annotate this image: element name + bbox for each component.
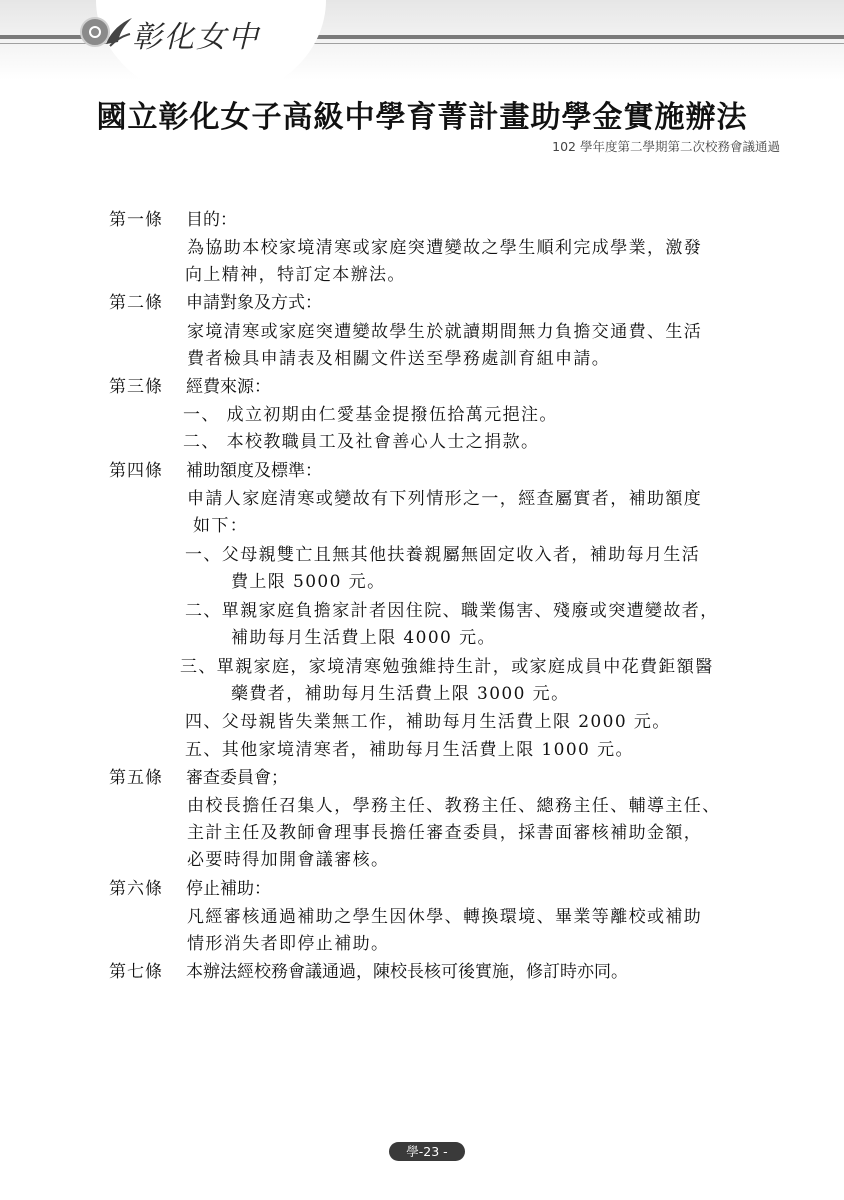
article-text: 二、單親家庭負擔家計者因住院、職業傷害、殘廢或突遭變故者， bbox=[185, 601, 719, 621]
article-heading: 審查委員會； bbox=[186, 768, 288, 788]
article-text: 四、父母親皆失業無工作，補助每月生活費上限 2000 元。 bbox=[185, 712, 671, 732]
article-label: 第一條 bbox=[109, 210, 163, 230]
article-text: 三、單親家庭，家境清寒勉強維持生計，或家庭成員中花費鉅額醫 bbox=[180, 657, 714, 677]
article-text: 費者檢具申請表及相關文件送至學務處訓育組申請。 bbox=[187, 349, 611, 369]
article-text: 情形消失者即停止補助。 bbox=[187, 934, 390, 954]
article-text: 費上限 5000 元。 bbox=[231, 572, 386, 592]
article-text: 由校長擔任召集人，學務主任、教務主任、總務主任、輔導主任、 bbox=[187, 796, 721, 816]
article-text: 補助每月生活費上限 4000 元。 bbox=[231, 628, 496, 648]
article-text: 藥費者，補助每月生活費上限 3000 元。 bbox=[231, 684, 570, 704]
page-number: 學-23 - bbox=[389, 1142, 465, 1161]
article-text: 五、其他家境清寒者，補助每月生活費上限 1000 元。 bbox=[185, 740, 634, 760]
page-title: 國立彰化女子高級中學育菁計畫助學金實施辦法 bbox=[96, 100, 748, 135]
article-label: 第六條 bbox=[109, 879, 163, 899]
article-text: 二、 本校教職員工及社會善心人士之捐款。 bbox=[183, 432, 540, 452]
article-text: 主計主任及教師會理事長擔任審查委員，採書面審核補助金額， bbox=[187, 823, 703, 843]
article-heading: 目的： bbox=[186, 210, 237, 230]
wing-icon bbox=[104, 14, 134, 48]
article-heading: 本辦法經校務會議通過，陳校長核可後實施，修訂時亦同。 bbox=[186, 962, 628, 982]
article-text: 一、 成立初期由仁愛基金提撥伍拾萬元挹注。 bbox=[183, 405, 558, 425]
article-text: 向上精神，特訂定本辦法。 bbox=[185, 265, 406, 285]
approval-note: 102 學年度第二學期第二次校務會議通過 bbox=[552, 139, 780, 154]
article-label: 第三條 bbox=[109, 377, 163, 397]
article-heading: 停止補助： bbox=[186, 879, 271, 899]
article-text: 一、父母親雙亡且無其他扶養親屬無固定收入者，補助每月生活 bbox=[185, 545, 701, 565]
article-label: 第五條 bbox=[109, 768, 163, 788]
school-logo-text: 彰化女中 bbox=[132, 20, 260, 55]
article-text: 凡經審核通過補助之學生因休學、轉換環境、畢業等離校或補助 bbox=[187, 907, 703, 927]
article-label: 第四條 bbox=[109, 461, 163, 481]
article-text: 家境清寒或家庭突遭變故學生於就讀期間無力負擔交通費、生活 bbox=[187, 322, 703, 342]
article-text: 必要時得加開會議審核。 bbox=[187, 850, 390, 870]
article-label: 第二條 bbox=[109, 293, 163, 313]
article-heading: 經費來源： bbox=[186, 377, 271, 397]
article-heading: 申請對象及方式： bbox=[186, 293, 322, 313]
article-text: 申請人家庭清寒或變故有下列情形之一，經查屬實者，補助額度 bbox=[187, 489, 703, 509]
article-text: 為協助本校家境清寒或家庭突遭變故之學生順利完成學業，激發 bbox=[187, 238, 703, 258]
article-label: 第七條 bbox=[109, 962, 163, 982]
article-heading: 補助額度及標準： bbox=[186, 461, 322, 481]
article-text: 如下： bbox=[193, 516, 249, 536]
